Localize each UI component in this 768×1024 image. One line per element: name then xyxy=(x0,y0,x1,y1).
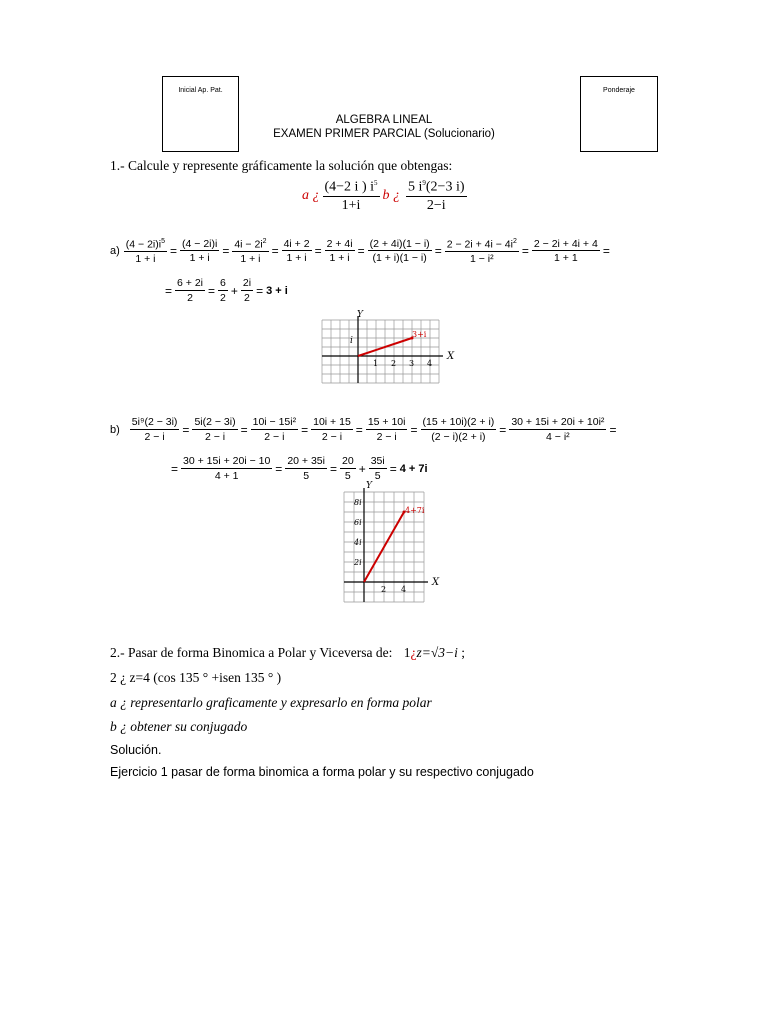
equals-sign: = xyxy=(208,283,216,298)
solution-b-result: 4 + 7i xyxy=(399,462,428,475)
equals-sign: = xyxy=(165,283,173,298)
solution-b-step-fraction: $\frac{10i + 15}{2 - i}$ xyxy=(313,416,351,443)
x-tick-label: 1 xyxy=(373,359,379,368)
solution-a-label: a) xyxy=(110,245,120,258)
solution-a-graph xyxy=(310,308,460,390)
x-tick-label: 2 xyxy=(391,359,397,368)
solution-a-result: 3 + i xyxy=(266,284,288,297)
question-1-statement: 1.- Calcule y represente gráficamente la solución que obtengas: xyxy=(110,158,453,173)
document-title: ALGEBRA LINEAL xyxy=(335,114,433,126)
solution-a-step-fraction: $\frac{(2 + 4i)(1 - i)}{(1 + i)(1 - i)}$ xyxy=(369,237,430,265)
plus-sign: + xyxy=(358,461,366,476)
equals-sign: = xyxy=(170,244,178,259)
equals-sign: = xyxy=(602,244,610,259)
solution-a-step-fraction: $\frac{4i - 2i^2}{1 + i}$ xyxy=(234,238,267,265)
question-2-part-a: a ¿ representarlo graficamente y expresarlo en forma polar xyxy=(110,695,432,710)
part-a-fraction: $\frac{(4-2 i ) i^5}{1+i}$ xyxy=(324,179,378,213)
solution-a-step-fraction: $\frac{6}{2}$ xyxy=(220,277,226,304)
solution-b-step-fraction: $\frac{\text{30 + 15i + 20i + 10i²}}{\text{4 − i²}}$ xyxy=(511,416,605,443)
part-b-label: b ¿ xyxy=(382,188,400,204)
x-tick-label: 4 xyxy=(427,359,433,368)
solution-a-step-fraction: $\frac{4i + 2}{1 + i}$ xyxy=(283,237,310,265)
solution-b-step-fraction: $\frac{\text{5i⁹(2 − 3i)}}{2 - i}$ xyxy=(131,416,178,443)
exercise-description: Ejercicio 1 pasar de forma binomica a forma polar y su respectivo conjugado xyxy=(110,765,534,779)
equals-sign: = xyxy=(521,244,529,259)
equals-sign: = xyxy=(240,422,248,437)
equals-sign: = xyxy=(609,422,617,437)
solution-a-step-fraction: $\frac{2 + 4i}{1 + i}$ xyxy=(326,237,353,265)
solution-b-line-1 xyxy=(110,417,619,442)
equals-sign: = xyxy=(301,422,309,437)
solution-b-step-fraction: $\frac{35i}{5}$ xyxy=(370,455,385,482)
equals-sign: = xyxy=(314,244,322,259)
solution-a-step-fraction: $\frac{2i}{2}$ xyxy=(242,277,252,304)
equals-sign: = xyxy=(222,244,230,259)
equals-sign: = xyxy=(329,461,337,476)
score-box-label: Ponderaje xyxy=(603,87,635,94)
solution-heading: Solución. xyxy=(110,743,162,757)
solution-b-line-2 xyxy=(168,456,428,481)
equals-sign: = xyxy=(499,422,507,437)
x-tick-label: 4 xyxy=(401,585,407,594)
solution-b-step-fraction: $\frac{15 + 10i}{2 - i}$ xyxy=(367,416,406,443)
y-tick-label: 2i xyxy=(354,558,362,567)
equals-sign: = xyxy=(410,422,418,437)
equals-sign: = xyxy=(256,283,264,298)
question-2-item-2: 2 ¿ z=4 (cos 135 ° +isen 135 ° ) xyxy=(110,670,282,685)
plus-sign: + xyxy=(230,283,238,298)
y-axis-label: Y xyxy=(366,481,372,491)
x-tick-label: 3 xyxy=(409,359,415,368)
solution-b-label: b) xyxy=(110,423,120,436)
solution-a-line-1 xyxy=(110,238,613,265)
x-axis-label: X xyxy=(447,351,455,362)
solution-a-line-2 xyxy=(162,278,288,303)
question-1-expressions xyxy=(302,180,467,213)
document-subtitle: EXAMEN PRIMER PARCIAL (Solucionario) xyxy=(273,128,495,140)
equals-sign: = xyxy=(389,461,397,476)
initials-box xyxy=(162,76,239,152)
question-2-item-1: 1¿z=√3−i ; xyxy=(403,645,466,660)
equals-sign: = xyxy=(171,461,179,476)
equals-sign: = xyxy=(357,244,365,259)
solution-b-step-fraction: $\frac{\text{10i − 15i²}}{2 - i}$ xyxy=(252,416,297,443)
part-a-label: a ¿ xyxy=(302,188,320,204)
solution-b-step-fraction: $\frac{30 + 15i + 20i - 10}{4 + 1}$ xyxy=(183,455,271,482)
solution-a-step-fraction: $\frac{6 + 2i}{2}$ xyxy=(177,277,203,304)
y-tick-label: i xyxy=(350,336,353,346)
point-label: 3+i xyxy=(412,330,427,339)
x-tick-label: 2 xyxy=(381,585,387,594)
score-box xyxy=(580,76,658,152)
solution-a-step-fraction: $\frac{2 - 2i + 4i - 4i^2}{\text{1 − i²}}$ xyxy=(446,238,517,265)
solution-b-step-fraction: $\frac{5i(2 - 3i)}{2 - i}$ xyxy=(194,416,236,443)
solution-b-step-fraction: $\frac{20}{5}$ xyxy=(342,455,354,482)
initials-box-label: Inicial Ap. Pat. xyxy=(178,87,223,94)
equals-sign: = xyxy=(182,422,190,437)
solution-b-step-fraction: $\frac{(15 + 10i)(2 + i)}{(2 - i)(2 + i)}$ xyxy=(422,416,495,443)
question-2-part-b: b ¿ obtener su conjugado xyxy=(110,719,248,734)
solution-b-step-fraction: $\frac{20 + 35i}{5}$ xyxy=(287,455,325,482)
part-b-fraction: $\frac{5 i^9(2-3 i)}{2-i}$ xyxy=(408,179,465,213)
equals-sign: = xyxy=(355,422,363,437)
solution-a-step-fraction: $\frac{(4 - 2i)i}{1 + i}$ xyxy=(182,237,218,265)
equals-sign: = xyxy=(275,461,283,476)
y-axis-label: Y xyxy=(357,310,363,320)
x-axis-label: X xyxy=(432,577,440,588)
y-tick-label: 4i xyxy=(354,538,362,547)
equals-sign: = xyxy=(434,244,442,259)
equals-sign: = xyxy=(271,244,279,259)
question-2-statement: 2.- Pasar de forma Binomica a Polar y Viceversa de: 1¿z=√3−i ; xyxy=(110,645,466,660)
solution-b-graph xyxy=(336,480,440,604)
y-tick-label: 6i xyxy=(354,518,362,527)
solution-a-step-fraction: $\frac{(4 - 2i)i^5}{1 + i}$ xyxy=(125,238,165,265)
point-label: 4+7i xyxy=(405,506,425,515)
y-tick-label: 8i xyxy=(354,498,362,507)
solution-a-step-fraction: $\frac{2 - 2i + 4i + 4}{1 + 1}$ xyxy=(533,237,598,265)
